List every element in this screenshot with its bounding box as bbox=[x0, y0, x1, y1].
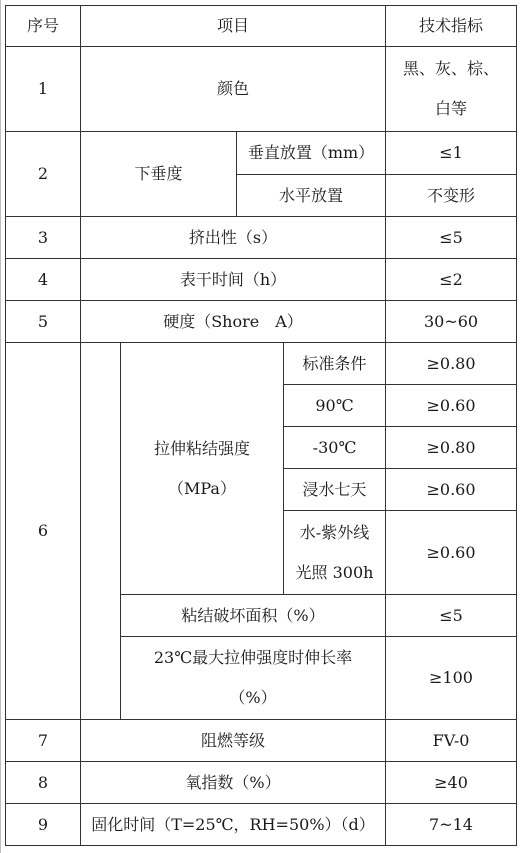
sub-item: 垂直放置（mm） bbox=[237, 132, 386, 175]
table-header-row bbox=[6, 6, 517, 47]
value-line: 白等 bbox=[435, 99, 468, 118]
row-value: ≤5 bbox=[386, 595, 517, 637]
row-value: 30~60 bbox=[386, 301, 517, 343]
row-no: 3 bbox=[6, 217, 81, 259]
row-value: ≤1 bbox=[386, 132, 517, 175]
header-value: 技术指标 bbox=[386, 6, 517, 47]
table-row-8 bbox=[6, 762, 517, 804]
label-line: （%） bbox=[229, 688, 277, 707]
tensile-label bbox=[121, 343, 284, 595]
row-no: 9 bbox=[6, 804, 81, 846]
sub-item: 标准条件 bbox=[284, 343, 386, 385]
sub-item: -30℃ bbox=[284, 427, 386, 469]
row-value: ≥0.60 bbox=[386, 469, 517, 511]
page-edge-line bbox=[0, 0, 1, 853]
row-value: ≤2 bbox=[386, 259, 517, 301]
sub-item bbox=[284, 511, 386, 595]
row-value: ≥100 bbox=[386, 637, 517, 720]
row-no: 4 bbox=[6, 259, 81, 301]
sub-item: 90℃ bbox=[284, 385, 386, 427]
header-no: 序号 bbox=[6, 6, 81, 47]
row-item: 固化时间（T=25℃，RH=50%）（d） bbox=[81, 804, 386, 846]
row-no: 6 bbox=[6, 343, 81, 720]
row-no: 8 bbox=[6, 762, 81, 804]
table-row-6 bbox=[6, 343, 517, 385]
row-value: ≥0.80 bbox=[386, 343, 517, 385]
row-value: FV-0 bbox=[386, 720, 517, 762]
label-line: 拉伸粘结强度 bbox=[153, 438, 250, 458]
sub-item: 浸水七天 bbox=[284, 469, 386, 511]
label-line: 23℃最大拉伸强度时伸长率 bbox=[153, 648, 353, 667]
sub-item: 水平放置 bbox=[237, 175, 386, 217]
row-item: 下垂度 bbox=[81, 132, 237, 217]
row-item: 挤出性（s） bbox=[81, 217, 386, 259]
row-value: 不变形 bbox=[386, 175, 517, 217]
table-row-9 bbox=[6, 804, 517, 846]
row-value: ≥40 bbox=[386, 762, 517, 804]
table-row-2 bbox=[6, 132, 517, 175]
row-value: ≤5 bbox=[386, 217, 517, 259]
row-no: 7 bbox=[6, 720, 81, 762]
header-item: 项目 bbox=[81, 6, 386, 47]
row-item: 氧指数（%） bbox=[81, 762, 386, 804]
table-row-4 bbox=[6, 259, 517, 301]
row-item: 颜色 bbox=[81, 47, 386, 132]
row-no: 2 bbox=[6, 132, 81, 217]
row-item: 阻燃等级 bbox=[81, 720, 386, 762]
row-item: 表干时间（h） bbox=[81, 259, 386, 301]
table-row-5 bbox=[6, 301, 517, 343]
row-value: ≥0.60 bbox=[386, 511, 517, 595]
table-row-3 bbox=[6, 217, 517, 259]
sub-item bbox=[121, 637, 386, 720]
row-value: ≥0.60 bbox=[386, 385, 517, 427]
row-no: 1 bbox=[6, 47, 81, 132]
label-line: 水-紫外线 bbox=[299, 522, 370, 542]
spec-table bbox=[5, 5, 517, 846]
value-line: 黑、灰、棕、 bbox=[403, 59, 500, 78]
row-value: ≥0.80 bbox=[386, 427, 517, 469]
blank-cell bbox=[81, 343, 121, 720]
label-line: （MPa） bbox=[168, 478, 236, 498]
row-value bbox=[386, 47, 517, 132]
row-no: 5 bbox=[6, 301, 81, 343]
table-row-7 bbox=[6, 720, 517, 762]
label-line: 光照 300h bbox=[295, 562, 374, 582]
sub-item: 粘结破坏面积（%） bbox=[121, 595, 386, 637]
row-value: 7~14 bbox=[386, 804, 517, 846]
row-item: 硬度（Shore A） bbox=[81, 301, 386, 343]
table-row-1 bbox=[6, 47, 517, 132]
